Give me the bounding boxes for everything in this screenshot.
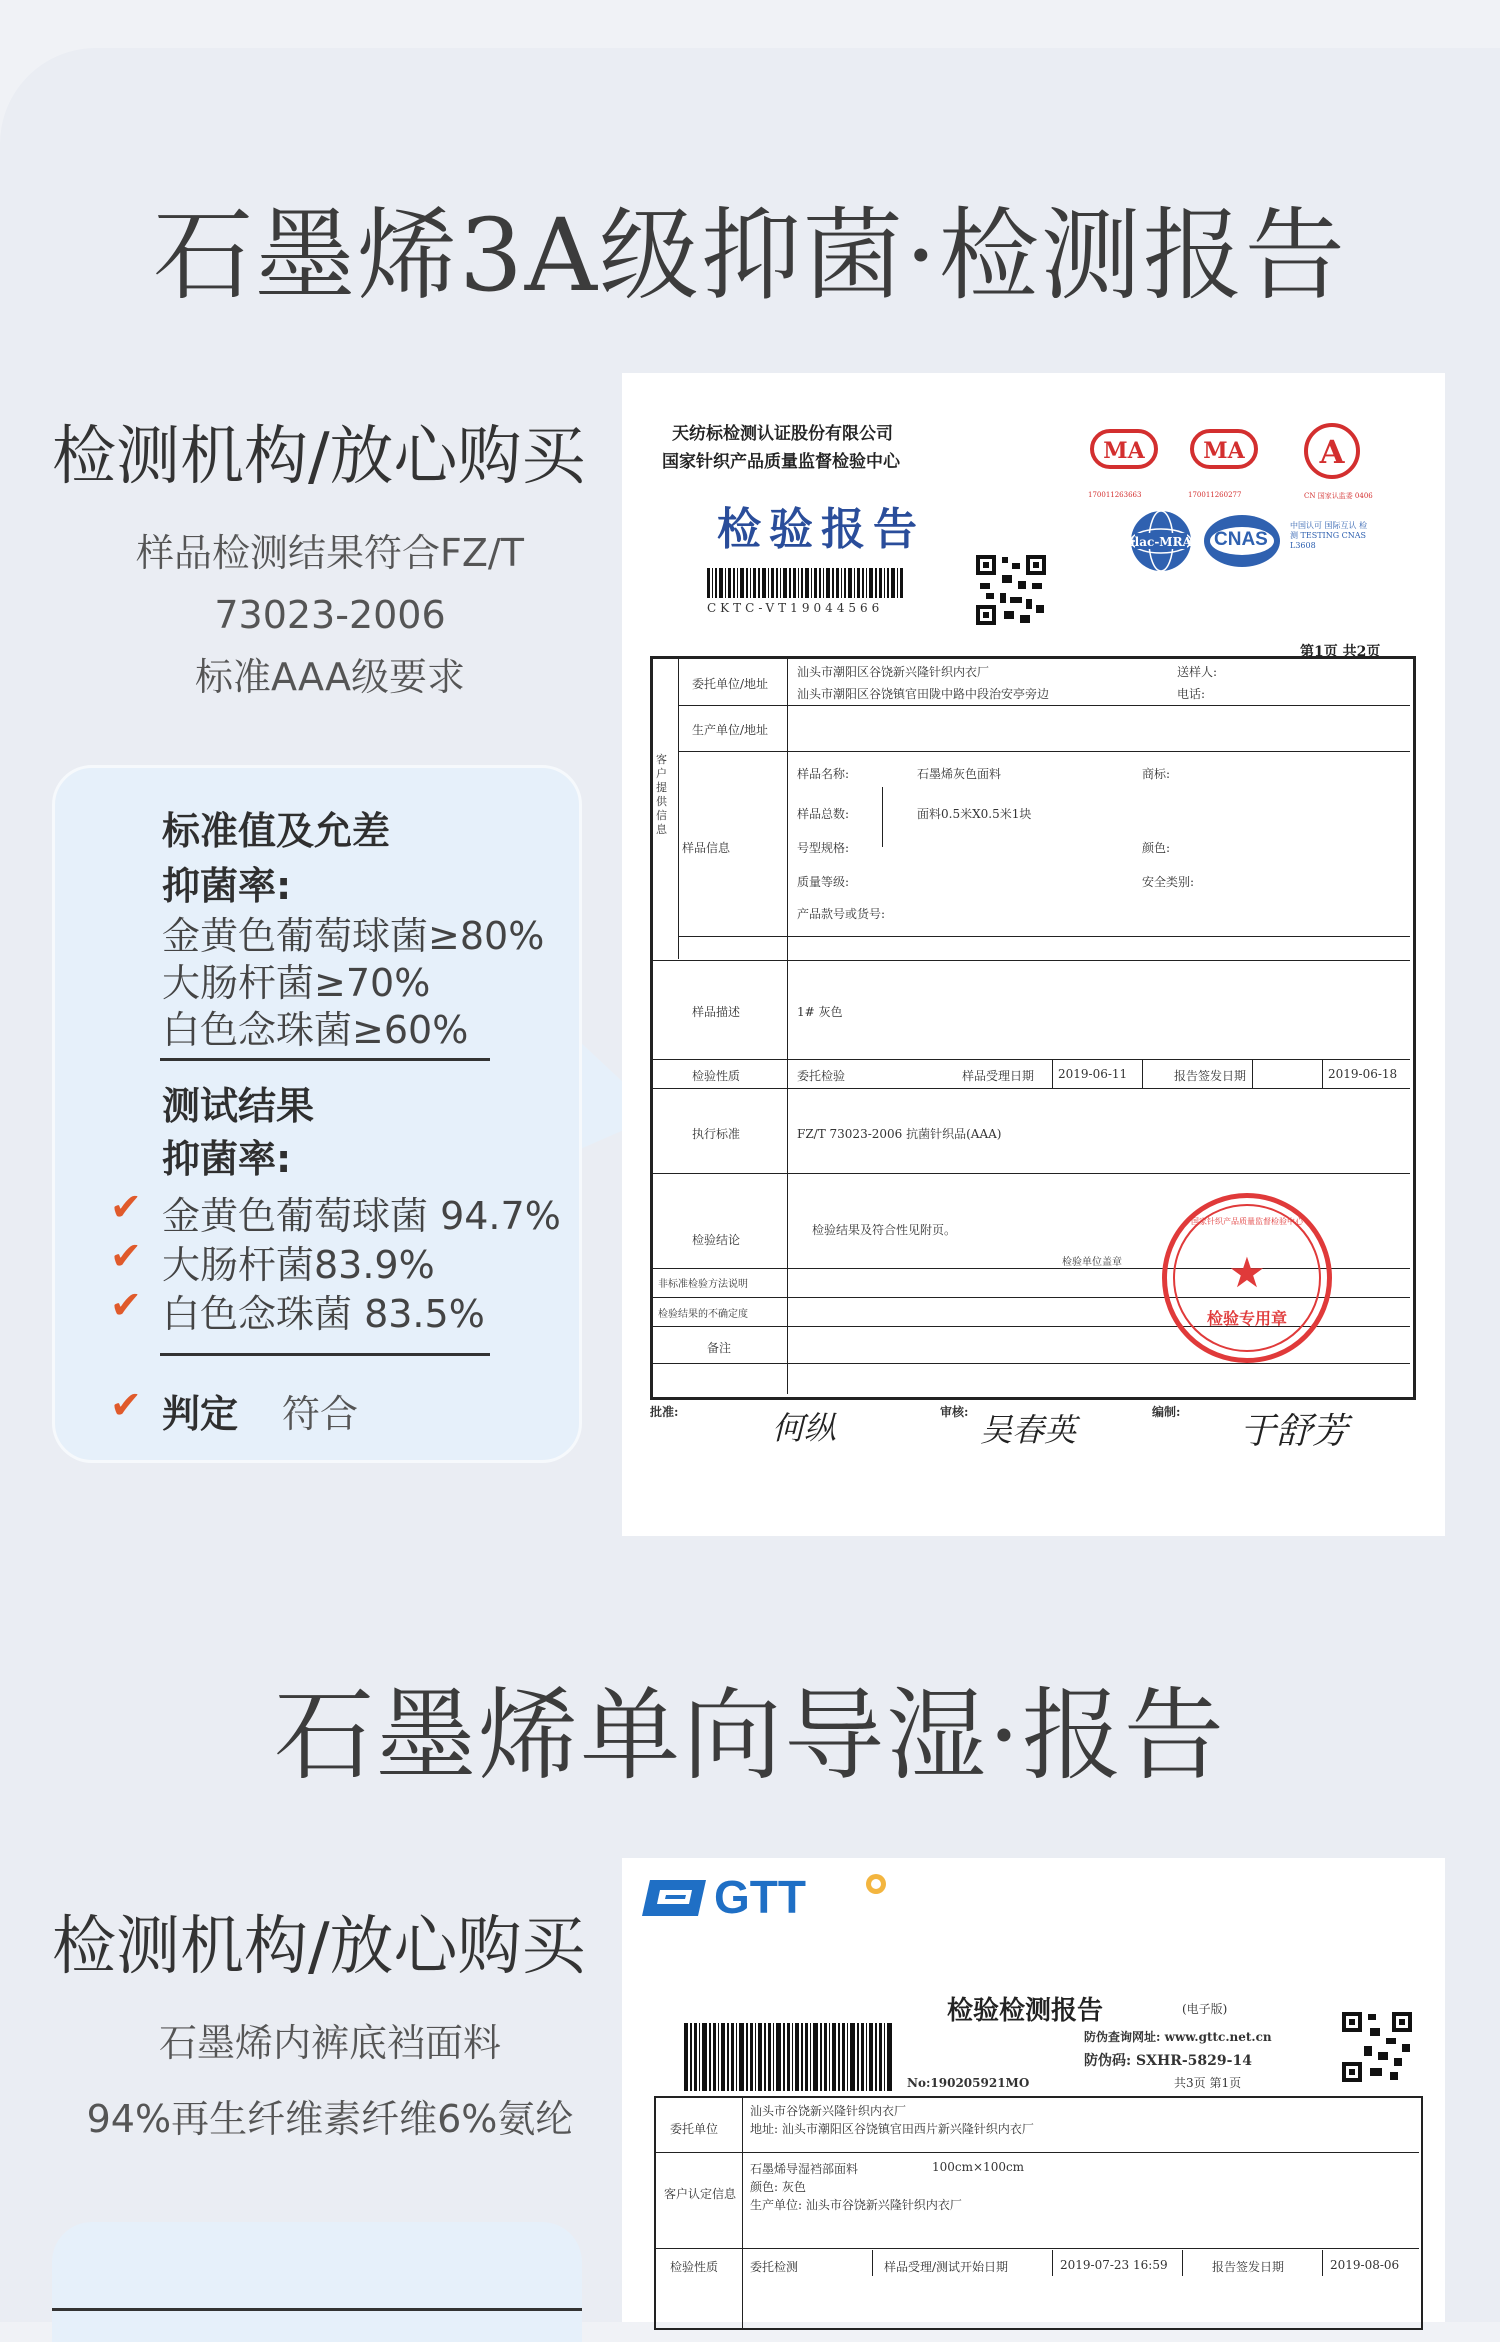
certification-marks (1084, 421, 1374, 491)
client-label: 委托单位/地址 (692, 677, 769, 691)
ilac-mra-logo (1127, 507, 1195, 575)
qr-code-icon (974, 553, 1048, 627)
client-address: 汕头市潮阳区谷饶镇官田陇中路中段治安亭旁边 (797, 687, 1050, 701)
nonstd-label: 非标准检验方法说明 (658, 1279, 748, 1290)
check-icon: ✔ (110, 1283, 142, 1327)
test-result-bubble (52, 765, 582, 1463)
check-icon: ✔ (110, 1234, 142, 1278)
org-heading: 检测机构/放心购买 (52, 420, 586, 494)
report-title: 检验检测报告 (947, 1996, 1104, 2026)
divider (52, 2308, 582, 2311)
inspection-report-image (622, 373, 1445, 1536)
article-label: 产品款号或货号: (797, 907, 886, 921)
section2-title: 石墨烯单向导湿·报告 (274, 1677, 1226, 1794)
type-value: 委托检测 (750, 2260, 799, 2274)
client-info-label: 客户提供信息 (656, 753, 667, 836)
sample-qty-label: 样品总数: (797, 807, 850, 821)
verify-url: 防伪查询网址: www.gttc.net.cn (1084, 2030, 1272, 2044)
desc-line: 94%再生纤维素纤维6%氨纶 (86, 2097, 574, 2141)
inspect-type-value: 委托检验 (797, 1069, 846, 1083)
remark-label: 备注 (707, 1341, 732, 1355)
rate-label: 抑菌率: (162, 864, 292, 908)
standard-item: 金黄色葡萄球菌≥80% (162, 914, 545, 958)
client-label: 委托单位 (670, 2122, 719, 2136)
issuer-center: 国家针织产品质量监督检验中心 (662, 452, 900, 472)
standard-item: 白色念珠菌≥60% (162, 1008, 469, 1052)
gtt-brand: GTT (714, 1871, 806, 1923)
check-icon: ✔ (110, 1185, 142, 1229)
type-label: 检验性质 (670, 2260, 719, 2274)
barcode-icon (707, 568, 907, 598)
cust-label: 客户认定信息 (664, 2187, 737, 2201)
spec-label: 号型规格: (797, 841, 850, 855)
uncert-label: 检验结果的不确定度 (658, 1309, 748, 1320)
recv-date-label: 样品受理日期 (962, 1069, 1035, 1083)
divider (160, 1058, 490, 1061)
svg-text:ilac-MRA: ilac-MRA (1130, 535, 1192, 549)
report-subtitle: (电子版) (1182, 2002, 1228, 2016)
gtt-logo-icon (642, 1876, 706, 1920)
verify-code: 防伪码: SXHR-5829-14 (1084, 2053, 1252, 2069)
desc-label: 样品描述 (692, 1005, 741, 1019)
gtt-report-image (622, 1858, 1445, 2322)
cnas-text: CNAS (1214, 529, 1268, 550)
sample-qty-value: 面料0.5米X0.5米1块 (917, 807, 1032, 821)
svg-text:MA: MA (1203, 438, 1245, 464)
issue-value: 2019-08-06 (1330, 2258, 1400, 2272)
conclusion-label: 检验结论 (692, 1233, 741, 1247)
svg-text:A: A (1319, 433, 1345, 471)
page-info: 第1页 共2页 (1300, 644, 1381, 660)
producer-label: 生产单位/地址 (692, 723, 769, 737)
cust-color: 颜色: 灰色 (750, 2180, 806, 2194)
sender-label: 送样人: (1177, 665, 1218, 679)
approve-label: 批准: (650, 1405, 679, 1419)
signature-review: 吴春英 (980, 1411, 1077, 1449)
fabric-bubble (52, 2222, 582, 2342)
color-label: 颜色: (1142, 841, 1171, 855)
result-heading: 测试结果 (162, 1084, 315, 1128)
cal-number: CN 国家认监委 0406 (1304, 492, 1373, 500)
sample-info-label: 样品信息 (682, 841, 731, 855)
result-item: 白色念珠菌 83.5% (162, 1292, 485, 1336)
gtt-color-dot-icon (864, 1872, 888, 1896)
desc-line: 石墨烯内裤底裆面料 (158, 2021, 501, 2065)
section1-title: 石墨烯3A级抑菌·检测报告 (153, 197, 1347, 314)
inspect-type-label: 检验性质 (692, 1069, 741, 1083)
desc-line: 标准AAA级要求 (194, 655, 466, 699)
report-number: No:190205921MO (907, 2076, 1030, 2090)
client-value: 汕头市谷饶新兴隆针织内衣厂 (750, 2104, 907, 2118)
standard-heading: 标准值及允差 (162, 809, 391, 853)
recv-date-value: 2019-06-11 (1058, 1067, 1128, 1081)
result-item: 金黄色葡萄球菌 94.7% (162, 1194, 561, 1238)
official-stamp (1162, 1193, 1332, 1363)
phone-label: 电话: (1177, 687, 1206, 701)
standard-item: 大肠杆菌≥70% (162, 961, 431, 1005)
signature-approve: 何纵 (772, 1409, 837, 1447)
judge-value: 符合 (282, 1392, 359, 1436)
desc-line: 样品检测结果符合FZ/T (136, 531, 524, 575)
qr-code-icon (1340, 2010, 1414, 2084)
barcode-number: CKTC-VT19044566 (707, 601, 884, 615)
safety-label: 安全类别: (1142, 875, 1195, 889)
page-info: 共3页 第1页 (1174, 2076, 1242, 2090)
result-item: 大肠杆菌83.9% (162, 1243, 435, 1287)
cust-value: 石墨烯导湿裆部面料 (750, 2162, 859, 2176)
conclusion-value: 检验结果及符合性见附页。 (812, 1223, 957, 1237)
ma1-number: 170011263663 (1088, 491, 1142, 499)
standard-value: FZ/T 73023-2006 抗菌针织品(AAA) (797, 1127, 1002, 1141)
grade-label: 质量等级: (797, 875, 850, 889)
desc-line: 73023-2006 (214, 593, 446, 637)
sample-name-value: 石墨烯灰色面料 (917, 767, 1002, 781)
org-heading: 检测机构/放心购买 (52, 1910, 586, 1984)
client-address: 地址: 汕头市潮阳区谷饶镇官田西片新兴隆针织内衣厂 (750, 2122, 1034, 2136)
client-value: 汕头市潮阳区谷饶新兴隆针织内衣厂 (797, 665, 990, 679)
cnas-accreditation: 中国认可 国际互认 检测 TESTING CNAS L3608 (1290, 521, 1368, 550)
cust-producer: 生产单位: 汕头市谷饶新兴隆针织内衣厂 (750, 2198, 962, 2212)
brand-label: 商标: (1142, 767, 1171, 781)
check-icon: ✔ (110, 1383, 142, 1427)
date-value: 2019-07-23 16:59 (1060, 2258, 1168, 2272)
date-label: 样品受理/测试开始日期 (884, 2260, 1009, 2274)
result-rate-label: 抑菌率: (162, 1137, 292, 1181)
issue-date-value: 2019-06-18 (1328, 1067, 1398, 1081)
standard-label: 执行标准 (692, 1127, 741, 1141)
svg-text:MA: MA (1103, 438, 1145, 464)
sample-name-label: 样品名称: (797, 767, 850, 781)
star-icon: ★ (1228, 1248, 1266, 1297)
barcode-icon (684, 2023, 899, 2091)
issuer-name: 天纺标检测认证股份有限公司 (672, 424, 893, 444)
seal-caption: 检验单位盖章 (1062, 1257, 1122, 1268)
compile-label: 编制: (1152, 1405, 1181, 1419)
divider (160, 1353, 490, 1356)
issue-date-label: 报告签发日期 (1174, 1069, 1247, 1083)
judge-label: 判定 (162, 1392, 239, 1436)
issue-label: 报告签发日期 (1212, 2260, 1285, 2274)
signature-compile: 于舒芳 (1240, 1411, 1349, 1452)
review-label: 审核: (940, 1405, 969, 1419)
desc-value: 1# 灰色 (797, 1005, 843, 1019)
stamp-ring-text: 国家针织产品质量监督检验中心 (1191, 1217, 1303, 1226)
report-title: 检验报告 (717, 504, 925, 555)
stamp-text: 检验专用章 (1206, 1309, 1287, 1328)
cust-size: 100cm×100cm (932, 2160, 1025, 2174)
ma2-number: 170011260277 (1188, 491, 1242, 499)
